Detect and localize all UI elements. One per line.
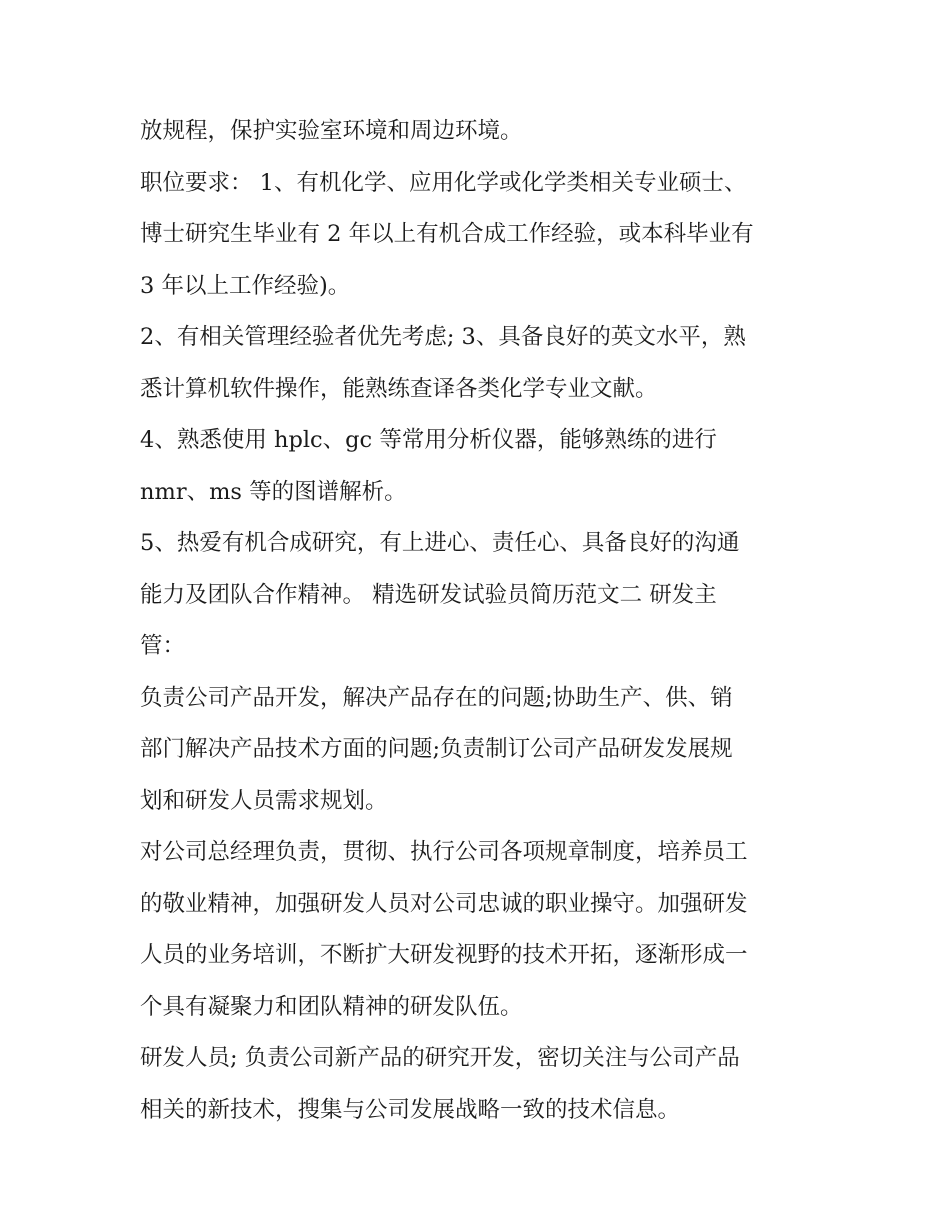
text-line: 个具有凝聚力和团队精神的研发队伍。 — [140, 993, 523, 1020]
text-line: 4、熟悉使用 hplc、gc 等常用分析仪器，能够熟练的进行 — [140, 427, 717, 453]
text-line: 能力及团队合作精神。 精选研发试验员简历范文二 研发主 — [140, 581, 717, 608]
text-line: 放规程，保护实验室环境和周边环境。 — [140, 118, 523, 144]
text-line: 博士研究生毕业有 2 年以上有机合成工作经验，或本科毕业有 — [140, 221, 754, 247]
text-line: 悉计算机软件操作，能熟练查译各类化学专业文献。 — [140, 375, 658, 402]
text-line: 负责公司产品开发，解决产品存在的问题;协助生产、供、销 — [140, 684, 733, 711]
text-line: nmr、ms 等的图谱解析。 — [140, 478, 407, 505]
text-line: 研发人员; 负责公司新产品的研究开发，密切关注与公司产品 — [140, 1045, 740, 1071]
text-line: 2、有相关管理经验者优先考虑; 3、具备良好的英文水平，熟 — [140, 324, 746, 350]
text-line: 3 年以上工作经验)。 — [140, 272, 351, 299]
text-line: 对公司总经理负责，贯彻、执行公司各项规章制度，培养员工 — [140, 839, 748, 865]
text-line: 相关的新技术，搜集与公司发展战略一致的技术信息。 — [140, 1096, 681, 1123]
document-body — [140, 106, 820, 1136]
text-line: 5、热爱有机合成研究，有上进心、责任心、具备良好的沟通 — [140, 530, 740, 556]
text-line: 划和研发人员需求规划。 — [140, 787, 388, 814]
text-line: 职位要求： 1、有机化学、应用化学或化学类相关专业硕士、 — [140, 169, 747, 196]
text-line: 部门解决产品技术方面的问题;负责制订公司产品研发发展规 — [140, 736, 733, 762]
text-line: 的敬业精神，加强研发人员对公司忠诚的职业操守。加强研发 — [140, 890, 748, 917]
text-line: 人员的业务培训，不断扩大研发视野的技术开拓，逐渐形成一 — [140, 942, 748, 968]
text-line: 管： — [140, 633, 186, 659]
